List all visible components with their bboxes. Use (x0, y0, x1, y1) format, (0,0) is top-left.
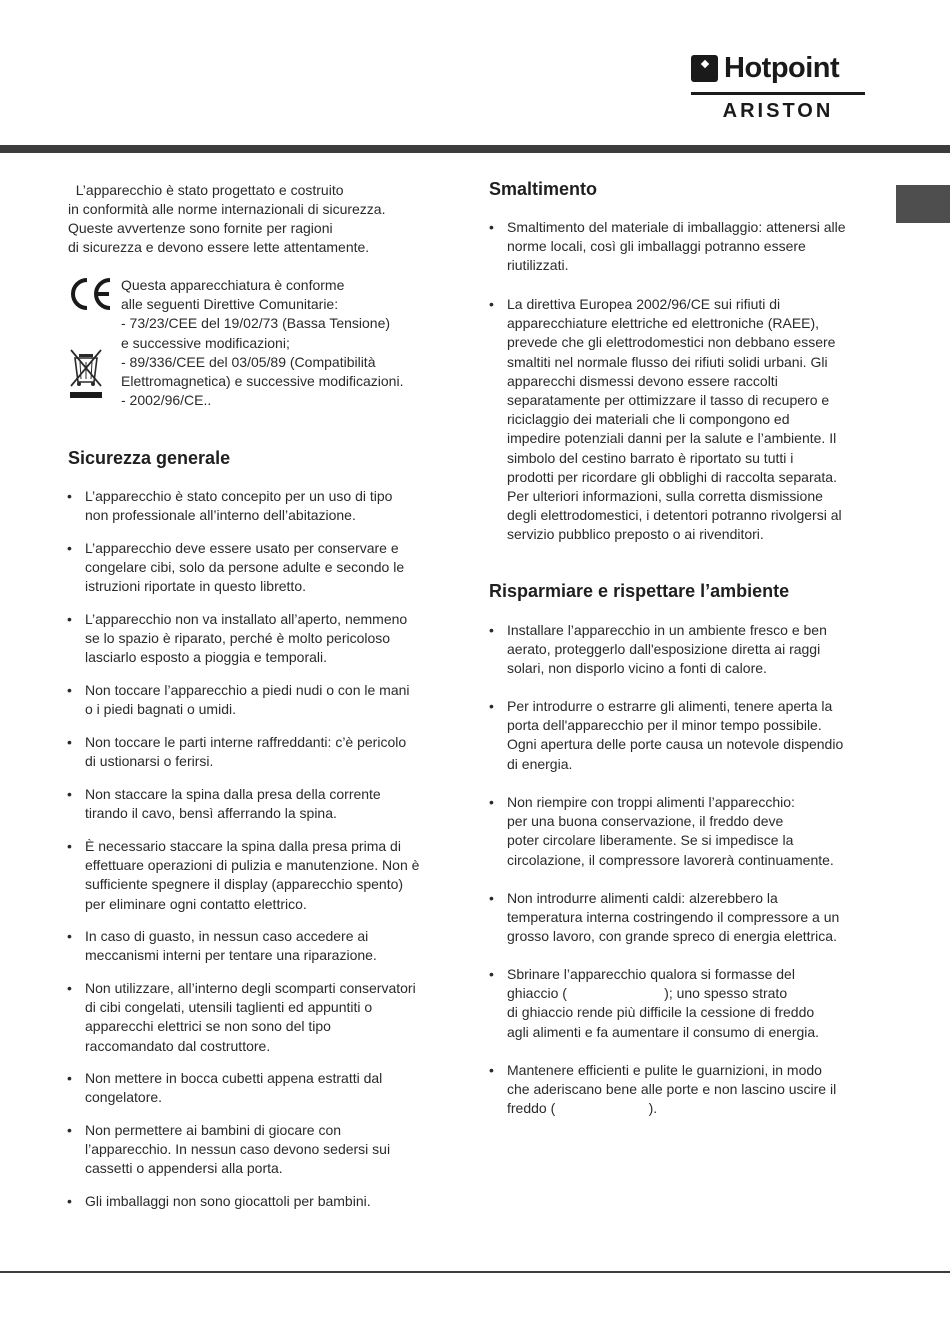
list-item (67, 979, 416, 1056)
list-item-line: • Mantenere efficienti e pulite le guarnizioni, in modo (507, 1062, 822, 1078)
list-item-line: istruzioni riportate in questo libretto. (85, 578, 306, 595)
list-item (67, 1121, 390, 1179)
list-item (67, 610, 407, 668)
list-item-line: temperatura interna costringendo il compressore a un (507, 909, 840, 926)
list-item-line: poter circolare liberamente. Se si impedisce la (507, 832, 794, 849)
list-item-line: • Per introdurre o estrarre gli alimenti, tenere aperta la (507, 698, 833, 714)
list-item (489, 889, 839, 947)
list-item-line: grosso lavoro, con grande spreco di energia elettrica. (507, 928, 837, 945)
list-item-line: per eliminare ogni contatto elettrico. (85, 895, 307, 912)
list-item-line: • Non staccare la spina dalla presa della corrente (85, 786, 381, 802)
list-item-line: • Non permettere ai bambini di giocare con (85, 1122, 342, 1138)
section-title-smaltimento: Smaltimento (489, 179, 598, 199)
list-item-line: porta dell'apparecchio per il minor tempo possibile. (507, 717, 822, 734)
list-item (67, 487, 392, 525)
list-item (67, 733, 406, 771)
list-item-line: riciclaggio dei materiali che li compongono ed (507, 411, 790, 428)
footer-line (0, 1271, 950, 1273)
list-item-line: solari, non disporlo vicino a fonti di calore. (507, 660, 767, 677)
list-item-line: • Non introdurre alimenti caldi: alzerebbero la (507, 890, 778, 906)
list-item (489, 793, 834, 870)
list-item-line: apparecchi dismessi devono essere raccolti (507, 372, 778, 389)
list-item-line: non professionale all’interno dell’abitazione. (85, 507, 356, 524)
list-item-line: ghiaccio ( ); uno spesso strato (507, 985, 788, 1002)
list-item-line: per una buona conservazione, il freddo deve (507, 813, 784, 830)
intro-line: L’apparecchio è stato progettato e costruito (68, 182, 344, 198)
list-item-line: di ustionarsi o ferirsi. (85, 753, 214, 770)
list-item-line: di ghiaccio rende più difficile la cessione di freddo (507, 1004, 815, 1021)
list-item-line: separatamente per ottimizzare il tasso di recupero e (507, 392, 830, 409)
list-item-line: • È necessario staccare la spina dalla presa prima di (85, 838, 401, 854)
conformity-line: - 89/336/CEE del 03/05/89 (Compatibilità (121, 353, 376, 370)
conformity-line: - 2002/96/CE.. (121, 392, 212, 409)
list-item-line: Per ulteriori informazioni, sulla corretta dismissione (507, 488, 823, 505)
list-item-line: meccanismi interni per tentare una riparazione. (85, 947, 377, 964)
list-item-line: di energia. (507, 755, 573, 772)
brand-sub: ARISTON (722, 100, 834, 122)
list-item-line: • Non toccare le parti interne raffreddanti: c’è pericolo (85, 734, 407, 750)
list-item-line: • Non utilizzare, all’interno degli scomparti conservatori (85, 980, 416, 996)
weee-bin-icon (68, 346, 104, 402)
intro-line: Queste avvertenze sono fornite per ragioni (68, 220, 333, 236)
list-item (489, 1061, 836, 1119)
intro-line: in conformità alle norme internazionali di sicurezza. (68, 201, 386, 217)
header-band (0, 145, 950, 153)
conformity-line: - 73/23/CEE del 19/02/73 (Bassa Tensione) (121, 315, 391, 332)
list-item-line: o i piedi bagnati o umidi. (85, 701, 236, 718)
intro-line: di sicurezza e devono essere lette attentamente. (68, 239, 370, 255)
list-item-line: smaltiti nel normale flusso dei rifiuti solidi urbani. Gli (507, 353, 828, 370)
ce-mark-icon (68, 276, 114, 312)
list-item-line: apparecchi elettrici se non sono del tipo (85, 1018, 331, 1035)
list-item-line: raccomandato dal costruttore. (85, 1037, 271, 1054)
conformity-line: Elettromagnetica) e successive modificazioni. (121, 373, 404, 390)
list-item (489, 697, 843, 774)
list-item-line: • Gli imballaggi non sono giocattoli per bambini. (85, 1193, 371, 1209)
list-item-line: agli alimenti e fa aumentare il consumo di energia. (507, 1023, 820, 1040)
language-tab (896, 185, 950, 223)
list-item-line: che aderiscano bene alle porte e non lascino uscire il (507, 1081, 837, 1098)
section-title-risparmiare: Risparmiare e rispettare l’ambiente (489, 581, 790, 601)
list-item-line: di cibi congelati, utensili taglienti ed appuntiti o (85, 999, 373, 1016)
list-item-line: degli elettrodomestici, i detentori potranno rivolgersi al (507, 507, 842, 524)
list-item (67, 1192, 371, 1211)
list-item-line: servizio pubblico preposto o ai rivenditori. (507, 526, 764, 543)
list-item (67, 539, 404, 597)
intro-text (68, 181, 428, 257)
list-item-line: • Non mettere in bocca cubetti appena estratti dal (85, 1070, 383, 1086)
list-item-line: • Non riempire con troppi alimenti l’apparecchio: (507, 794, 795, 810)
list-item-line: • La direttiva Europea 2002/96/CE sui rifiuti di (507, 296, 781, 312)
list-item (67, 837, 419, 914)
list-item (67, 785, 381, 823)
list-item (67, 681, 410, 719)
list-item-line: l’apparecchio. In nessun caso devono sedersi sui (85, 1141, 391, 1158)
list-item-line: Ogni apertura delle porte causa un notevole dispendio (507, 736, 844, 753)
list-item-line: riutilizzati. (507, 257, 569, 274)
list-item-line: prevede che gli elettrodomestici non debbano essere (507, 334, 836, 351)
hotpoint-ariston-logo (691, 52, 865, 124)
logo-divider (691, 92, 865, 95)
list-item (489, 218, 846, 276)
list-item-line: • L’apparecchio deve essere usato per conservare e (85, 540, 399, 556)
list-item-line: congelare cibi, solo da persone adulte e secondo le (85, 559, 405, 576)
hotpoint-logo-icon (691, 55, 718, 82)
conformity-line: e successive modificazioni; (121, 334, 290, 351)
list-item-line: circolazione, il compressore lavorerà continuamente. (507, 851, 834, 868)
list-item-line: norme locali, così gli imballaggi potranno essere (507, 238, 806, 255)
list-item-line: tirando il cavo, bensì afferrando la spina. (85, 805, 337, 822)
conformity-line: alle seguenti Direttive Comunitarie: (121, 296, 339, 313)
brand-name: Hotpoint (724, 52, 840, 84)
list-item-line: • Installare l’apparecchio in un ambiente fresco e ben (507, 622, 827, 638)
list-item-line: congelatore. (85, 1089, 163, 1106)
list-item-line: prodotti per ricordare gli obblighi di raccolta separata. (507, 468, 837, 485)
list-item-line: aerato, proteggerlo dall'esposizione diretta ai raggi (507, 641, 821, 658)
list-item-line: cassetti o appendersi alla porta. (85, 1160, 283, 1177)
list-item-line: simbolo del cestino barrato è riportato su tutti i (507, 449, 794, 466)
section-title-sicurezza: Sicurezza generale (68, 448, 231, 468)
list-item (489, 621, 827, 679)
list-item-line: se lo spazio è riparato, perché è molto pericoloso (85, 630, 391, 647)
list-item-line: • Sbrinare l’apparecchio qualora si formasse del (507, 966, 795, 982)
list-item-line: apparecchiature elettriche ed elettroniche (RAEE), (507, 315, 820, 332)
list-item-line: • In caso di guasto, in nessun caso accedere ai (85, 928, 369, 944)
list-item (67, 1069, 382, 1107)
list-item-line: impedire potenziali danni per la salute e l’ambiente. Il (507, 430, 837, 447)
conformity-line: Questa apparecchiatura è conforme (121, 277, 345, 293)
list-item (489, 965, 819, 1042)
list-item-line: • L’apparecchio non va installato all’aperto, nemmeno (85, 611, 408, 627)
list-item-line: lasciarlo esposto a pioggia e temporali. (85, 649, 328, 666)
list-item (489, 295, 842, 545)
list-item-line: • Non toccare l’apparecchio a piedi nudi o con le mani (85, 682, 410, 698)
list-item-line: freddo ( ). (507, 1100, 658, 1117)
list-item-line: • Smaltimento del materiale di imballaggio: attenersi alle (507, 219, 846, 235)
list-item-line: effettuare operazioni di pulizia e manutenzione. Non è (85, 857, 420, 874)
list-item-line: sufficiente spegnere il display (apparecchio spento) (85, 876, 404, 893)
list-item-line: • L’apparecchio è stato concepito per un uso di tipo (85, 488, 393, 504)
list-item (67, 927, 377, 965)
